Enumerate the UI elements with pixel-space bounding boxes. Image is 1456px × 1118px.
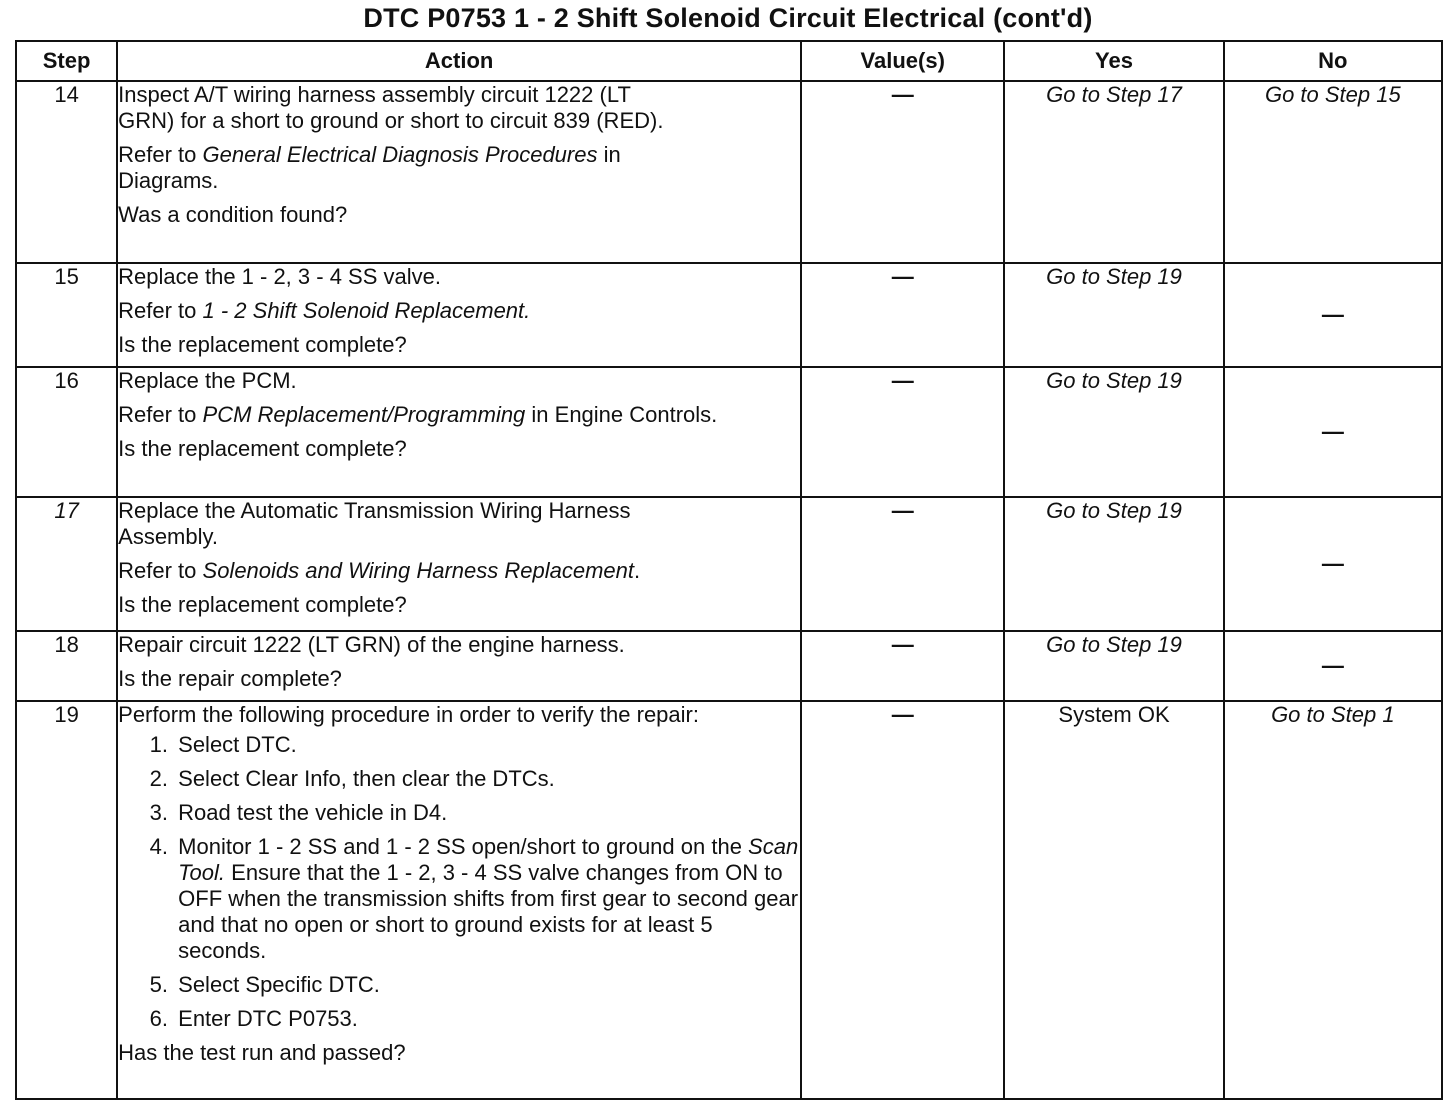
table-row bbox=[16, 367, 1442, 497]
no-cell: — bbox=[1224, 631, 1442, 701]
action-reference: Refer to PCM Replacement/Programming in Engine Controls. bbox=[118, 402, 718, 427]
action-text: Repair circuit 1222 (LT GRN) of the engine harness. bbox=[118, 632, 625, 657]
no-cell: — bbox=[1224, 367, 1442, 497]
action-reference: Refer to General Electrical Diagnosis Procedures in Diagrams. bbox=[118, 142, 621, 193]
action-cell bbox=[117, 631, 801, 701]
action-question: Was a condition found? bbox=[118, 202, 348, 227]
table-row bbox=[16, 263, 1442, 367]
no-cell: Go to Step 1 bbox=[1224, 701, 1442, 1099]
header-action: Action bbox=[117, 41, 801, 81]
yes-cell: Go to Step 19 bbox=[1004, 263, 1223, 367]
procedure-list bbox=[118, 732, 800, 1032]
no-cell: — bbox=[1224, 263, 1442, 367]
yes-cell: Go to Step 19 bbox=[1004, 497, 1223, 631]
action-cell bbox=[117, 701, 801, 1099]
scan-tool-reference: Scan Tool. bbox=[178, 834, 799, 885]
value-cell: — bbox=[801, 263, 1004, 367]
action-text: Replace the 1 - 2, 3 - 4 SS valve. bbox=[118, 264, 441, 289]
table-row bbox=[16, 81, 1442, 263]
value-cell: — bbox=[801, 367, 1004, 497]
page-title: DTC P0753 1 - 2 Shift Solenoid Circuit Electrical (cont'd) bbox=[363, 3, 1093, 33]
header-no: No bbox=[1224, 41, 1442, 81]
no-cell: Go to Step 15 bbox=[1224, 81, 1442, 263]
header-values: Value(s) bbox=[801, 41, 1004, 81]
action-reference: Refer to 1 - 2 Shift Solenoid Replacement. bbox=[118, 298, 531, 323]
value-cell: — bbox=[801, 631, 1004, 701]
value-cell: — bbox=[801, 497, 1004, 631]
no-cell: — bbox=[1224, 497, 1442, 631]
action-cell bbox=[117, 81, 801, 263]
action-text: Replace the PCM. bbox=[118, 368, 297, 393]
step-number: 15 bbox=[16, 263, 117, 367]
reference-title: PCM Replacement/Programming bbox=[202, 402, 526, 427]
step-number: 18 bbox=[16, 631, 117, 701]
step-number: 19 bbox=[16, 701, 117, 1099]
action-text: Inspect A/T wiring harness assembly circuit 1222 (LT GRN) for a short to ground or short to circuit 839 (RED). bbox=[118, 82, 664, 133]
step-number: 17 bbox=[16, 497, 117, 631]
action-question: Has the test run and passed? bbox=[118, 1040, 406, 1065]
procedure-step: 3. Road test the vehicle in D4. bbox=[174, 800, 800, 826]
yes-cell: System OK bbox=[1004, 701, 1223, 1099]
yes-cell: Go to Step 19 bbox=[1004, 631, 1223, 701]
table-row bbox=[16, 701, 1442, 1099]
yes-cell: Go to Step 19 bbox=[1004, 367, 1223, 497]
procedure-step: 4. Monitor 1 - 2 SS and 1 - 2 SS open/short to ground on the Scan Tool. Ensure that the 1 - 2, 3 - 4 SS valve changes from ON to OFF when the transmission shifts from first gear to second gear and that no open or short to ground exists for at least 5 seconds. bbox=[174, 834, 800, 964]
procedure-step: 2. Select Clear Info, then clear the DTCs. bbox=[174, 766, 800, 792]
action-question: Is the replacement complete? bbox=[118, 332, 407, 357]
action-reference: Refer to Solenoids and Wiring Harness Replacement. bbox=[118, 558, 641, 583]
reference-title: 1 - 2 Shift Solenoid Replacement. bbox=[202, 298, 531, 323]
reference-title: General Electrical Diagnosis Procedures bbox=[202, 142, 598, 167]
action-cell bbox=[117, 263, 801, 367]
procedure-step: 5. Select Specific DTC. bbox=[174, 972, 800, 998]
procedure-intro: Perform the following procedure in order to verify the repair: bbox=[118, 702, 699, 727]
action-question: Is the repair complete? bbox=[118, 666, 342, 691]
yes-cell: Go to Step 17 bbox=[1004, 81, 1223, 263]
procedure-step: 1. Select DTC. bbox=[174, 732, 800, 758]
step-number: 14 bbox=[16, 81, 117, 263]
step-number: 16 bbox=[16, 367, 117, 497]
diagnostic-table bbox=[15, 40, 1443, 1100]
table-header-row bbox=[16, 41, 1442, 81]
value-cell: — bbox=[801, 81, 1004, 263]
action-text: Replace the Automatic Transmission Wiring Harness Assembly. bbox=[118, 498, 631, 549]
table-row bbox=[16, 631, 1442, 701]
action-cell bbox=[117, 367, 801, 497]
reference-title: Solenoids and Wiring Harness Replacement bbox=[202, 558, 634, 583]
procedure-step: 6. Enter DTC P0753. bbox=[174, 1006, 800, 1032]
action-question: Is the replacement complete? bbox=[118, 436, 407, 461]
value-cell: — bbox=[801, 701, 1004, 1099]
header-yes: Yes bbox=[1004, 41, 1223, 81]
header-step: Step bbox=[16, 41, 117, 81]
action-cell bbox=[117, 497, 801, 631]
table-row bbox=[16, 497, 1442, 631]
action-question: Is the replacement complete? bbox=[118, 592, 407, 617]
